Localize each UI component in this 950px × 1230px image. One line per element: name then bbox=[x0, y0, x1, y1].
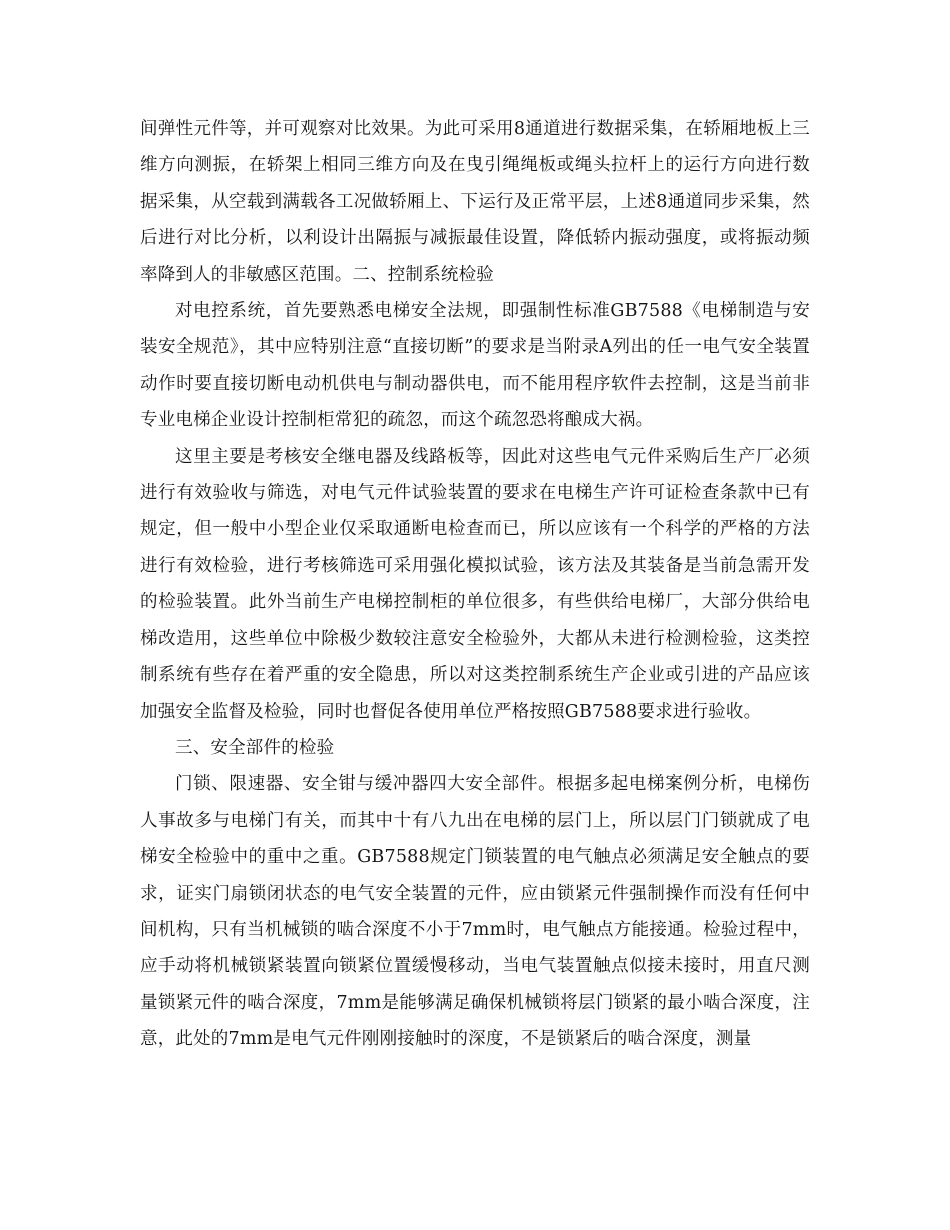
section-heading: 三、安全部件的检验 bbox=[175, 737, 335, 758]
paragraph-1: 间弹性元件等，并可观察对比效果。为此可采用8通道进行数据采集，在轿厢地板上三维方向测振，在轿架上相同三维方向及在曳引绳绳板或绳头拉杆上的运行方向进行数据采集，从空载到满载各工况做轿厢上、下运行及正常平层，上述8通道同步采集，然后进行对比分析，以利设计出隔振与减振最佳设置，降低轿内振动强度，或将振动频率降到人的非敏感区范围。二、控制系统检验 bbox=[140, 119, 810, 285]
document-body bbox=[140, 111, 810, 1058]
paragraph-3: 这里主要是考核安全继电器及线路板等，因此对这些电气元件采购后生产厂必须进行有效验收与筛选，对电气元件试验装置的要求在电梯生产许可证检查条款中已有规定，但一般中小型企业仅采取通断电检查而已，所以应该有一个科学的严格的方法进行有效检验，进行考核筛选可采用强化模拟试验，该方法及其装备是当前急需开发的检验装置。此外当前生产电梯控制柜的单位很多，有些供给电梯厂，大部分供给电梯改造用，这些单位中除极少数较注意安全检验外，大都从未进行检测检验，这类控制系统有些存在着严重的安全隐患，所以对这类控制系统生产企业或引进的产品应该加强安全监督及检验，同时也督促各使用单位严格按照GB7588要求进行验收。 bbox=[140, 446, 810, 722]
paragraph-4: 门锁、限速器、安全钳与缓冲器四大安全部件。根据多起电梯案例分析，电梯伤人事故多与电梯门有关，而其中十有八九出在电梯的层门上，所以层门门锁就成了电梯安全检验中的重中之重。GB7588规定门锁装置的电气触点必须满足安全触点的要求，证实门扇锁闭状态的电气安全装置的元件，应由锁紧元件强制操作而没有任何中间机构，只有当机械锁的啮合深度不小于7mm时，电气触点方能接通。检验过程中，应手动将机械锁紧装置向锁紧位置缓慢移动，当电气装置触点似接未接时，用直尺测量锁紧元件的啮合深度，7mm是能够满足确保机械锁将层门锁紧的最小啮合深度，注意，此处的7mm是电气元件刚刚接触时的深度，不是锁紧后的啮合深度，测量 bbox=[140, 774, 810, 1050]
paragraph-2: 对电控系统，首先要熟悉电梯安全法规，即强制性标准GB7588《电梯制造与安装安全规范》，其中应特别注意“直接切断”的要求是当附录A列出的任一电气安全装置动作时要直接切断电动机供电与制动器供电，而不能用程序软件去控制，这是当前非专业电梯企业设计控制柜常犯的疏忽，而这个疏忽恐将酿成大祸。 bbox=[140, 301, 810, 431]
